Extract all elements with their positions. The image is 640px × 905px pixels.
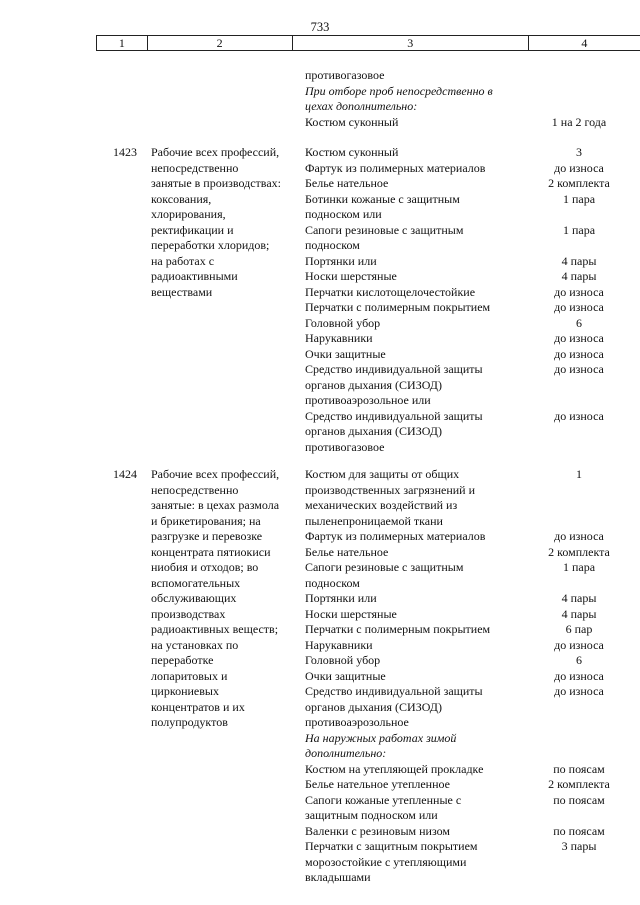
description-line: переработке [151, 653, 214, 667]
item-quantity: до износа [554, 408, 604, 423]
table-row [305, 684, 640, 731]
item-quantity: по поясам [553, 761, 605, 776]
item-line: органов дыхания (СИЗОД) [305, 377, 442, 392]
description-line: хлорирования, [151, 207, 226, 221]
description-line: занятые: в цехах размола [151, 498, 280, 512]
item-line: противоаэрозольное или [305, 393, 431, 407]
item-line: Нарукавники [305, 331, 373, 345]
item-line: Средство индивидуальной защиты [305, 408, 483, 423]
description-line: Рабочие всех профессий, [151, 467, 280, 481]
item-name [305, 300, 530, 316]
table-row [305, 300, 640, 316]
item-quantity: до износа [554, 362, 604, 376]
table-row [305, 824, 640, 840]
item-line: противогазовое [305, 68, 385, 82]
table-header [96, 35, 640, 51]
item-name [305, 145, 530, 161]
table-row [305, 409, 640, 456]
item-quantity: 6 [576, 653, 582, 667]
table-row [305, 316, 640, 332]
description-line: и брикетирования; на [151, 513, 261, 528]
item-quantity: 1 пара [562, 560, 596, 574]
item-line: органов дыхания (СИЗОД) [305, 699, 442, 714]
item-line: Белье нательное [305, 544, 389, 559]
description-line: веществами [151, 284, 213, 299]
table-row [305, 254, 640, 270]
item-name [305, 115, 530, 131]
description-line: полупродуктов [151, 715, 228, 729]
item-name [305, 545, 530, 561]
item-name [305, 331, 530, 347]
table-row [305, 560, 640, 591]
item-line: Валенки с резиновым низом [305, 823, 451, 838]
column-header-3: 3 [292, 36, 528, 50]
entry-items [305, 145, 640, 455]
item-line: Портянки или [305, 591, 377, 605]
item-quantity: 4 пары [561, 606, 597, 621]
table-row [305, 115, 640, 131]
item-quantity: до износа [554, 284, 604, 299]
item-name [305, 192, 530, 223]
item-name [305, 362, 530, 409]
table-row [305, 545, 640, 561]
description-line: циркониевых [151, 684, 219, 698]
item-name [305, 793, 530, 824]
item-line: Костюм для защиты от общих [305, 467, 460, 481]
table-row [305, 762, 640, 778]
item-name [305, 176, 530, 192]
item-line: Фартук из полимерных материалов [305, 529, 486, 543]
table-row [305, 793, 640, 824]
item-quantity: 3 пары [561, 839, 597, 853]
item-name [305, 347, 530, 363]
description-line: лопаритовых и [151, 668, 228, 683]
item-quantity: 1 на 2 года [551, 114, 607, 129]
item-name [305, 254, 530, 270]
item-quantity: 6 [576, 315, 582, 330]
item-line: Перчатки с защитным покрытием [305, 839, 478, 853]
item-line: пыленепроницаемой ткани [305, 513, 443, 528]
item-line: противоаэрозольное [305, 715, 409, 729]
entry-items [305, 467, 640, 886]
item-quantity: по поясам [553, 792, 605, 807]
table-row [305, 669, 640, 685]
item-name [305, 653, 530, 669]
table-row [305, 331, 640, 347]
item-line: Белье нательное [305, 176, 389, 190]
item-line: защитным подноском или [305, 808, 438, 822]
item-line: Головной убор [305, 653, 381, 667]
item-line: органов дыхания (СИЗОД) [305, 424, 442, 438]
table-row [305, 653, 640, 669]
column-header-2: 2 [147, 36, 292, 50]
item-line: Носки шерстяные [305, 606, 397, 621]
item-name [305, 161, 530, 177]
item-line: подноском или [305, 207, 382, 221]
entry-number: 1424 [113, 467, 137, 481]
item-line: морозостойкие с утепляющими [305, 854, 467, 869]
item-quantity: до износа [554, 684, 604, 698]
table-row [305, 607, 640, 623]
item-name [305, 607, 530, 623]
item-quantity: до износа [554, 331, 604, 345]
description-line: на работах с [151, 253, 215, 268]
item-quantity: 3 [576, 145, 582, 159]
item-quantity: до износа [554, 637, 604, 652]
description-line: обслуживающих [151, 591, 237, 605]
item-name [305, 316, 530, 332]
item-quantity: 1 пара [562, 191, 596, 206]
table-row [305, 731, 640, 762]
entry-description [151, 467, 301, 731]
item-line: Перчатки с полимерным покрытием [305, 622, 491, 636]
description-line: непосредственно [151, 160, 239, 175]
description-line: Рабочие всех профессий, [151, 145, 280, 159]
description-line: радиоактивных веществ; [151, 622, 279, 636]
item-name [305, 731, 530, 762]
item-name [305, 285, 530, 301]
item-line: механических воздействий из [305, 498, 458, 512]
description-line: ректификации и [151, 222, 234, 237]
item-line: Перчатки кислотощелочестойкие [305, 284, 476, 299]
table-row [305, 529, 640, 545]
item-quantity [530, 84, 640, 115]
description-line: радиоактивными [151, 269, 238, 283]
table-row [305, 362, 640, 409]
item-line: Костюм суконный [305, 114, 399, 129]
item-quantity: 4 пары [561, 269, 597, 283]
item-quantity: по поясам [553, 823, 605, 838]
item-quantity: 2 комплекта [548, 544, 610, 559]
item-quantity: до износа [554, 160, 604, 175]
entry-description [151, 145, 301, 300]
description-line: концентратов и их [151, 699, 245, 714]
table-row [305, 84, 640, 115]
entry-number: 1423 [113, 145, 137, 159]
item-name [305, 529, 530, 545]
table-row [305, 285, 640, 301]
item-line: Носки шерстяные [305, 269, 397, 283]
item-name [305, 223, 530, 254]
item-line: При отборе проб непосредственно в [305, 83, 493, 98]
item-name [305, 560, 530, 591]
description-line: разгрузке и перевозке [151, 529, 263, 543]
item-quantity: 4 пары [561, 253, 597, 268]
table-row [305, 161, 640, 177]
item-quantity: 1 пара [562, 222, 596, 237]
table-row [305, 622, 640, 638]
column-header-1: 1 [96, 36, 147, 50]
item-quantity [530, 68, 640, 84]
item-quantity [530, 731, 640, 762]
continuation-items [305, 68, 640, 130]
item-line: вкладышами [305, 870, 371, 884]
item-line: Костюм на утепляющей прокладке [305, 761, 484, 776]
page-number: 733 [310, 20, 330, 34]
item-quantity: до износа [554, 529, 604, 543]
item-name [305, 684, 530, 731]
item-name [305, 762, 530, 778]
table-row [305, 638, 640, 654]
item-line: Ботинки кожаные с защитным [305, 191, 460, 206]
table-row [305, 839, 640, 886]
item-line: Сапоги кожаные утепленные с [305, 792, 462, 807]
table-row [305, 269, 640, 285]
description-line: непосредственно [151, 482, 239, 497]
item-quantity: до износа [554, 346, 604, 361]
table-row [305, 192, 640, 223]
table-row [305, 777, 640, 793]
item-name [305, 777, 530, 793]
item-name [305, 839, 530, 886]
item-line: дополнительно: [305, 746, 387, 760]
item-line: Белье нательное утепленное [305, 777, 450, 791]
column-header-4: 4 [528, 36, 640, 50]
table-row [305, 591, 640, 607]
item-line: подноском [305, 575, 360, 590]
item-line: Очки защитные [305, 346, 386, 361]
item-line: Нарукавники [305, 637, 373, 652]
description-line: переработки хлоридов; [151, 238, 270, 252]
item-line: Сапоги резиновые с защитным [305, 560, 464, 574]
item-name [305, 409, 530, 456]
item-line: Портянки или [305, 253, 377, 268]
table-row [305, 223, 640, 254]
description-line: производствах [151, 606, 226, 621]
description-line: занятые в производствах: [151, 176, 281, 190]
item-name [305, 591, 530, 607]
item-name [305, 269, 530, 285]
item-line: Средство индивидуальной защиты [305, 684, 483, 698]
item-line: цехах дополнительно: [305, 99, 418, 113]
item-line: подноском [305, 238, 360, 252]
item-line: Очки защитные [305, 668, 386, 683]
item-name [305, 68, 530, 84]
item-line: производственных загрязнений и [305, 482, 476, 497]
item-quantity: 6 пар [565, 622, 593, 636]
table-row [305, 176, 640, 192]
item-line: Средство индивидуальной защиты [305, 362, 483, 376]
item-quantity: до износа [554, 668, 604, 683]
description-line: концентрата пятиокиси [151, 544, 271, 559]
description-line: ниобия и отходов; во [151, 560, 259, 574]
item-quantity: 2 комплекта [548, 777, 610, 791]
item-name [305, 622, 530, 638]
description-line: на установках по [151, 637, 239, 652]
item-line: Костюм суконный [305, 145, 399, 159]
item-line: Сапоги резиновые с защитным [305, 222, 464, 237]
description-line: коксования, [151, 191, 212, 206]
item-name [305, 84, 530, 115]
item-quantity: 1 [576, 467, 582, 481]
item-name [305, 824, 530, 840]
item-name [305, 669, 530, 685]
table-row [305, 68, 640, 84]
item-line: Головной убор [305, 315, 381, 330]
table-row [305, 467, 640, 529]
item-line: Фартук из полимерных материалов [305, 160, 486, 175]
item-quantity: до износа [554, 300, 604, 314]
item-quantity: 2 комплекта [548, 176, 610, 190]
description-line: вспомогательных [151, 575, 241, 590]
item-line: На наружных работах зимой [305, 730, 457, 745]
item-name [305, 638, 530, 654]
item-line: противогазовое [305, 439, 385, 454]
table-row [305, 347, 640, 363]
item-quantity: 4 пары [561, 591, 597, 605]
item-line: Перчатки с полимерным покрытием [305, 300, 491, 314]
item-name [305, 467, 530, 529]
table-row [305, 145, 640, 161]
